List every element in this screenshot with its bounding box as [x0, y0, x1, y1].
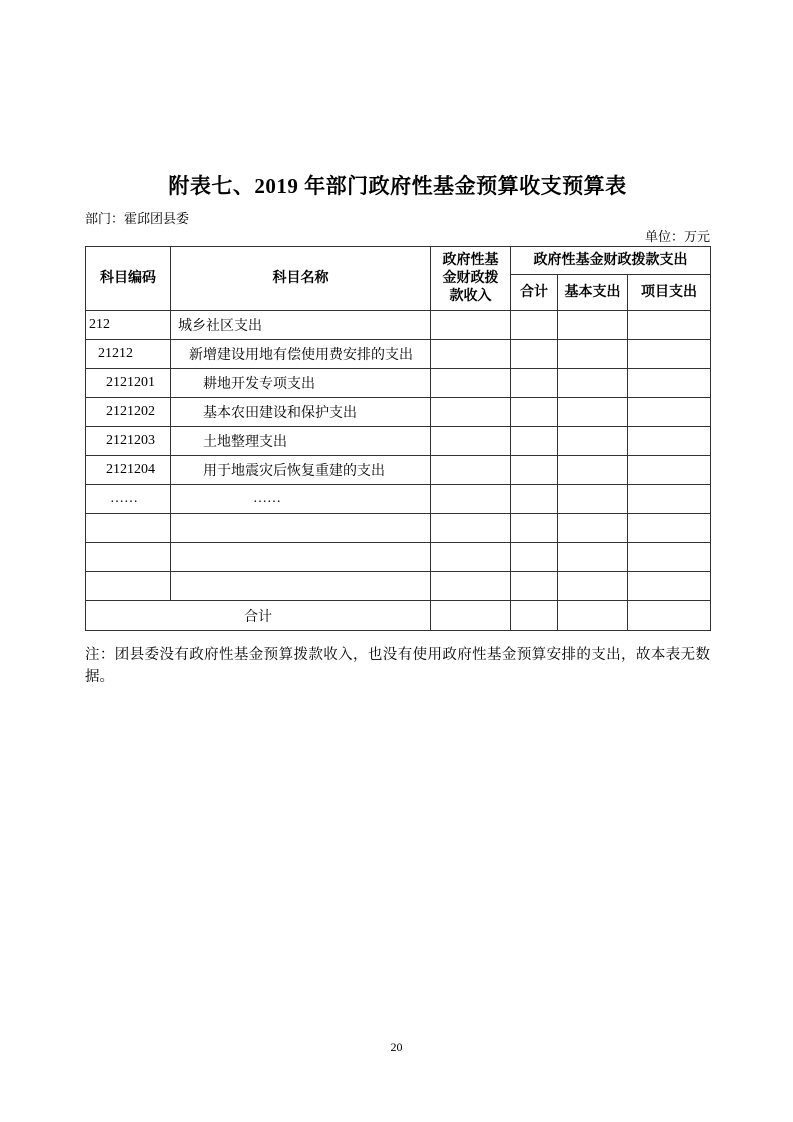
- page-title: 附表七、2019 年部门政府性基金预算收支预算表: [168, 174, 627, 198]
- cell-name: [171, 572, 431, 601]
- cell-revenue: [431, 340, 511, 369]
- table-footer: [86, 601, 711, 631]
- cell-total: [511, 369, 558, 398]
- header-expenditure-group: 政府性基金财政拨款支出: [511, 247, 711, 275]
- cell-basic: [558, 369, 628, 398]
- total-revenue-cell: [431, 601, 511, 631]
- cell-name: 用于地震灾后恢复重建的支出: [171, 456, 431, 485]
- document-content: [85, 170, 710, 688]
- cell-total: [511, 311, 558, 340]
- header-revenue: 政府性基金财政拨款收入: [431, 247, 511, 311]
- total-sum-cell: [511, 601, 558, 631]
- unit-label: 单位：万元: [644, 229, 710, 244]
- table-header: [86, 247, 711, 311]
- cell-project: [628, 398, 711, 427]
- cell-name: 城乡社区支出: [171, 311, 431, 340]
- cell-revenue: [431, 543, 511, 572]
- cell-name: 土地整理支出: [171, 427, 431, 456]
- cell-total: [511, 340, 558, 369]
- cell-code: 212: [86, 311, 171, 340]
- table-row: [86, 311, 711, 340]
- cell-code: 21212: [86, 340, 171, 369]
- cell-revenue: [431, 485, 511, 514]
- total-project-cell: [628, 601, 711, 631]
- cell-total: [511, 572, 558, 601]
- cell-code: 2121203: [86, 427, 171, 456]
- cell-code: 2121202: [86, 398, 171, 427]
- cell-basic: [558, 427, 628, 456]
- cell-basic: [558, 543, 628, 572]
- cell-basic: [558, 572, 628, 601]
- table-row: [86, 572, 711, 601]
- cell-name: 基本农田建设和保护支出: [171, 398, 431, 427]
- cell-project: [628, 572, 711, 601]
- cell-name: ……: [171, 485, 431, 514]
- cell-total: [511, 398, 558, 427]
- cell-total: [511, 514, 558, 543]
- cell-total: [511, 543, 558, 572]
- table-row: [86, 427, 711, 456]
- cell-total: [511, 485, 558, 514]
- budget-table: [85, 246, 711, 631]
- cell-project: [628, 311, 711, 340]
- department-label: 部门：霍邱团县委: [85, 211, 190, 226]
- table-row: [86, 340, 711, 369]
- table-row: [86, 398, 711, 427]
- total-row: [86, 601, 711, 631]
- total-row-label: 合计: [86, 601, 431, 631]
- table-row: [86, 456, 711, 485]
- cell-revenue: [431, 456, 511, 485]
- cell-code: ……: [86, 485, 171, 514]
- table-row: [86, 543, 711, 572]
- cell-basic: [558, 311, 628, 340]
- cell-code: [86, 543, 171, 572]
- cell-revenue: [431, 311, 511, 340]
- table-note: 注：团县委没有政府性基金预算拨款收入，也没有使用政府性基金预算安排的支出，故本表无数据。: [85, 647, 710, 685]
- page-number: 20: [390, 1040, 403, 1054]
- cell-project: [628, 485, 711, 514]
- cell-code: 2121204: [86, 456, 171, 485]
- table-body: [86, 311, 711, 601]
- cell-project: [628, 369, 711, 398]
- table-row: [86, 485, 711, 514]
- cell-project: [628, 456, 711, 485]
- cell-basic: [558, 340, 628, 369]
- cell-revenue: [431, 514, 511, 543]
- cell-project: [628, 427, 711, 456]
- cell-code: [86, 572, 171, 601]
- cell-revenue: [431, 369, 511, 398]
- cell-revenue: [431, 572, 511, 601]
- table-row: [86, 369, 711, 398]
- cell-revenue: [431, 427, 511, 456]
- cell-project: [628, 543, 711, 572]
- header-project-expenditure: 项目支出: [628, 275, 711, 311]
- cell-code: 2121201: [86, 369, 171, 398]
- cell-name: 新增建设用地有偿使用费安排的支出: [171, 340, 431, 369]
- cell-code: [86, 514, 171, 543]
- header-basic-expenditure: 基本支出: [558, 275, 628, 311]
- cell-project: [628, 514, 711, 543]
- cell-project: [628, 340, 711, 369]
- header-subject-name: 科目名称: [171, 247, 431, 311]
- cell-basic: [558, 398, 628, 427]
- cell-basic: [558, 514, 628, 543]
- cell-basic: [558, 485, 628, 514]
- cell-name: 耕地开发专项支出: [171, 369, 431, 398]
- cell-name: [171, 543, 431, 572]
- total-basic-cell: [558, 601, 628, 631]
- header-subject-code: 科目编码: [86, 247, 171, 311]
- cell-name: [171, 514, 431, 543]
- cell-total: [511, 427, 558, 456]
- cell-total: [511, 456, 558, 485]
- cell-basic: [558, 456, 628, 485]
- cell-revenue: [431, 398, 511, 427]
- header-total: 合计: [511, 275, 558, 311]
- table-row: [86, 514, 711, 543]
